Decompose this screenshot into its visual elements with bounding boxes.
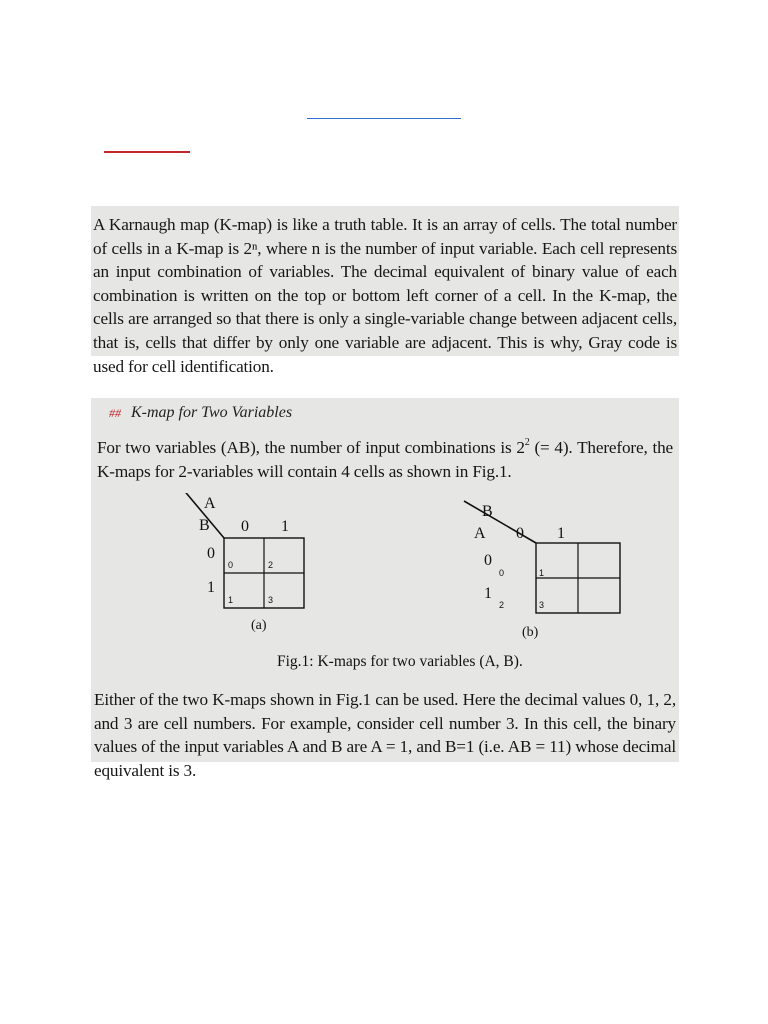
figure-caption: Fig.1: K-maps for two variables (A, B).: [277, 653, 523, 670]
kmap-b-label: (b): [522, 625, 539, 640]
kmap-b-row-header-1: 1: [484, 585, 492, 602]
kmap-b-cell-1: 1: [539, 568, 545, 578]
kmap-a-row-var: A: [204, 495, 216, 512]
paragraph2-text-end: (= 4). Therefore, the K-maps for 2-variables will contain 4 cells as shown in Fig.1.: [97, 438, 673, 481]
two-variable-paragraph: [97, 436, 673, 483]
section-heading: [109, 404, 292, 422]
kmap-a-col-header-0: 0: [241, 518, 249, 535]
kmap-a-row-header-0: 0: [207, 545, 215, 562]
karnaugh-intro-paragraph: A Karnaugh map (K-map) is like a truth table. It is an array of cells. The total number of cells in a K-map is 2ⁿ, where n is the number of input variable. Each cell represents an input combination of variables. The decimal equivalent of binary value of each combination is written on the top or bottom left corner of a cell. In the K-map, the cells are arranged so that there is only a single-variable change between adjacent cells, that is, cells that differ by only one variable are adjacent. This is why, Gray code is used for cell identification.: [93, 215, 677, 376]
kmap-a-col-var: B: [199, 517, 210, 534]
kmap-a-col-header-1: 1: [281, 518, 289, 535]
kmap-b-col-header-1: 1: [557, 525, 565, 542]
kmap-a-cell-2: 2: [268, 560, 274, 570]
heading-underline: [104, 151, 190, 153]
kmap-b-col-var: B: [482, 503, 493, 520]
section-title: K-map for Two Variables: [131, 404, 293, 421]
kmap-a-row-header-1: 1: [207, 579, 215, 596]
section-marker: ##: [109, 406, 121, 420]
kmap-b-cell-3: 3: [539, 600, 545, 610]
kmap-a-cell-0: 0: [228, 560, 234, 570]
kmap-a-cell-3: 3: [268, 595, 274, 605]
kmap-b: [459, 493, 659, 673]
kmap-b-row-var: A: [474, 525, 486, 542]
scanned-excerpt-karnaugh-intro: [91, 206, 679, 376]
either-kmap-paragraph: Either of the two K-maps shown in Fig.1 can be used. Here the decimal values 0, 1, 2, and 3 are cell numbers. For example, consider cell number 3. In this cell, the binary values of the input variables A and B are A = 1, and B=1 (i.e. AB = 11) whose decimal equivalent is 3.: [94, 690, 676, 780]
scanned-excerpt-two-variable-kmap: [91, 398, 679, 780]
kmap-a: [179, 493, 379, 673]
kmap-b-cell-2: 2: [499, 600, 505, 610]
hyperlink-underline[interactable]: [307, 118, 461, 119]
kmap-b-cell-0: 0: [499, 568, 505, 578]
kmap-b-col-header-0: 0: [516, 525, 524, 542]
paragraph2-text-start: For two variables (AB), the number of input combinations is 2: [97, 438, 525, 457]
kmap-a-cell-1: 1: [228, 595, 234, 605]
kmap-a-label: (a): [251, 618, 267, 633]
paragraph2-exponent: 2: [524, 437, 530, 448]
kmap-b-row-header-0: 0: [484, 552, 492, 569]
